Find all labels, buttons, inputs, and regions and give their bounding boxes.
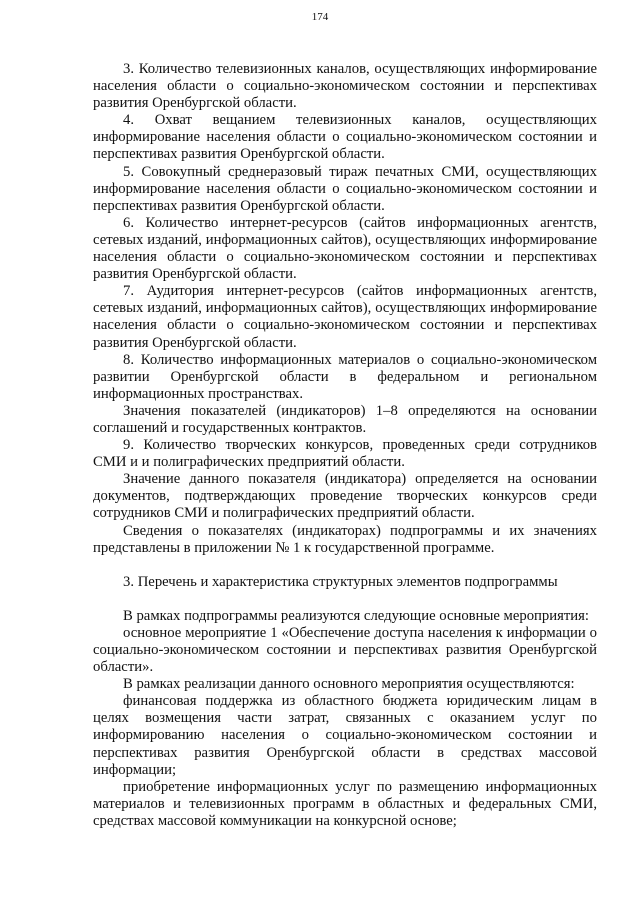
- paragraph-information-services: приобретение информационных услуг по размещению информационных материалов и телевизионных программ в областных и федеральных СМИ, средствах массовой коммуникации на конкурсной основе;: [93, 778, 597, 829]
- paragraph-indicators-1-8-source: Значения показателей (индикаторов) 1–8 определяются на основании соглашений и государственных контрактов.: [93, 402, 597, 436]
- paragraph-indicator-9: 9. Количество творческих конкурсов, проведенных среди сотрудников СМИ и и полиграфических предприятий области.: [93, 437, 597, 471]
- spacer: [93, 557, 597, 574]
- paragraph-main-activity-1: основное мероприятие 1 «Обеспечение доступа населения к информации о социально-экономическом состоянии и перспективах развития Оренбургской области».: [93, 624, 597, 676]
- paragraph-indicator-3: 3. Количество телевизионных каналов, осуществляющих информирование населения области о социально-экономическом состоянии и перспективах развития Оренбургской области.: [93, 61, 597, 112]
- paragraph-indicator-7: 7. Аудитория интернет-ресурсов (сайтов информационных агентств, сетевых изданий, информационных сайтов), осуществляющих информирование населения области о социально-экономическом состоянии и перспективах развития Оренбургской области.: [93, 283, 597, 351]
- paragraph-activity-implementation: В рамках реализации данного основного мероприятия осуществляются:: [123, 676, 575, 693]
- spacer: [93, 591, 597, 608]
- document-body: [93, 61, 597, 830]
- paragraph-indicators-reference: Сведения о показателях (индикаторах) подпрограммы и их значениях представлены в приложении № 1 к государственной программе.: [93, 522, 597, 556]
- section-heading: 3. Перечень и характеристика структурных элементов подпрограммы: [123, 573, 558, 590]
- paragraph-indicator-4: 4. Охват вещанием телевизионных каналов, осуществляющих информирование населения области о социально-экономическом состоянии и перспективах развития Оренбургской области.: [93, 112, 597, 163]
- paragraph-indicator-8: 8. Количество информационных материалов о социально-экономическом развитии Оренбургской области в федеральном и региональном информационных пространствах.: [93, 351, 597, 402]
- page-number: 174: [311, 11, 329, 23]
- paragraph-indicator-6: 6. Количество интернет-ресурсов (сайтов информационных агентств, сетевых изданий, информационных сайтов), осуществляющих информирование населения области о социально-экономическом состоянии и перспективах развития Оренбургской области.: [93, 214, 597, 283]
- paragraph-activities-intro: В рамках подпрограммы реализуются следующие основные мероприятия:: [123, 607, 589, 624]
- paragraph-financial-support: финансовая поддержка из областного бюджета юридическим лицам в целях возмещения части затрат, связанных с оказанием услуг по информированию населения о социально-экономическом состоянии и перспективах развития Оренбургской области в средствах массовой информации;: [93, 693, 597, 778]
- paragraph-indicator-5: 5. Совокупный среднеразовый тираж печатных СМИ, осуществляющих информирование населения области о социально-экономическом состоянии и перспективах развития Оренбургской области.: [93, 163, 597, 214]
- paragraph-indicator-9-source: Значение данного показателя (индикатора) определяется на основании документов, подтверждающих проведение творческих конкурсов среди сотрудников СМИ и полиграфических предприятий области.: [93, 471, 597, 522]
